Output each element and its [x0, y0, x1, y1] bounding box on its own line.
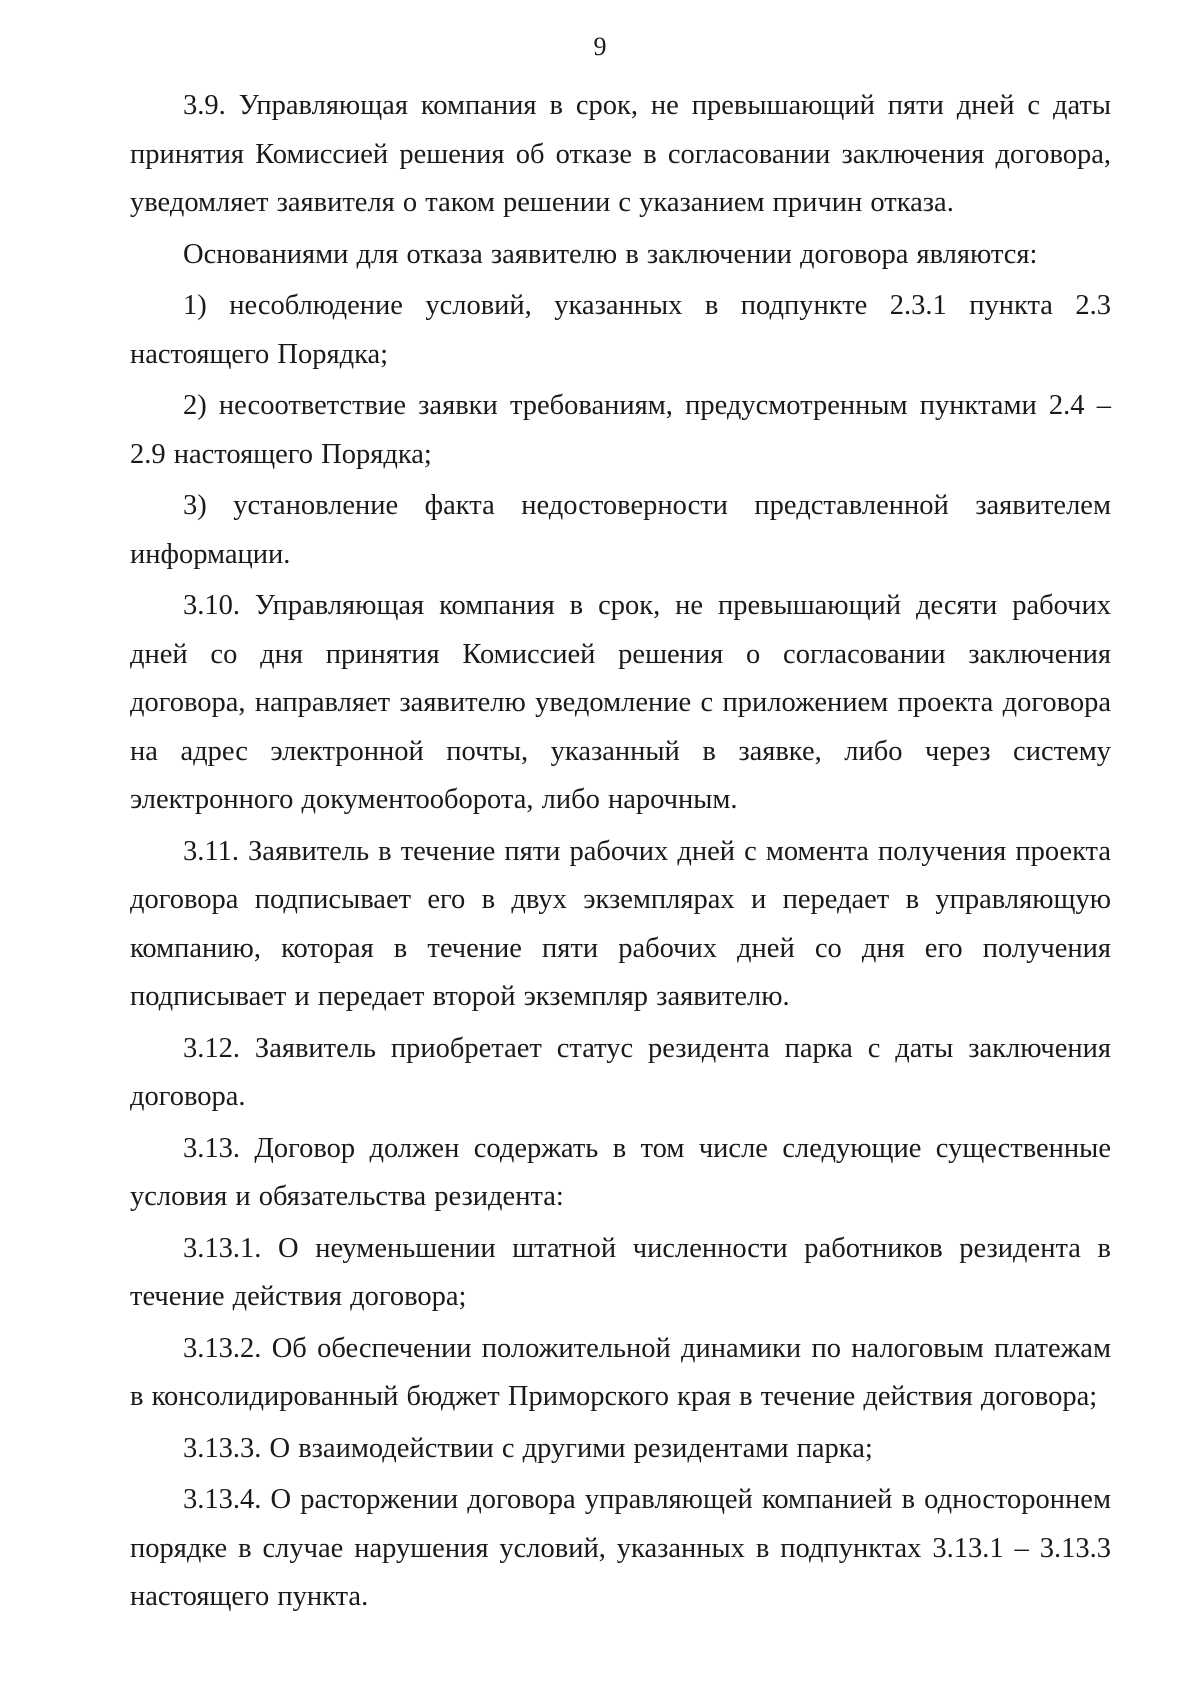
list-item-1: 1) несоблюдение условий, указанных в подпункте 2.3.1 пункта 2.3 настоящего Порядка;: [130, 290, 1111, 370]
paragraph-3-13-2: 3.13.2. Об обеспечении положительной динамики по налоговым платежам в консолидированный бюджет Приморского края в течение действия договора;: [130, 1332, 1111, 1412]
paragraph-3-11: 3.11. Заявитель в течение пяти рабочих дней с момента получения проекта договора подписывает его в двух экземплярах и передает в управляющую компанию, которая в течение пяти рабочих дней со дня его получения подписывает и передает второй экземпляр заявителю.: [130, 835, 1111, 1012]
paragraph-3-13-3: 3.13.3. О взаимодействии с другими резидентами парка;: [183, 1432, 873, 1464]
paragraph-3-13-1: 3.13.1. О неуменьшении штатной численности работников резидента в течение действия договора;: [130, 1232, 1111, 1312]
page-number: 9: [593, 32, 607, 61]
paragraph-3-13: 3.13. Договор должен содержать в том числе следующие существенные условия и обязательства резидента:: [130, 1132, 1111, 1212]
paragraph-3-9: 3.9. Управляющая компания в срок, не превышающий пяти дней с даты принятия Комиссией решения об отказе в согласовании заключения договора, уведомляет заявителя о таком решении с указанием причин отказа.: [130, 90, 1111, 218]
paragraph-refusal-grounds: Основаниями для отказа заявителю в заключении договора являются:: [183, 238, 1038, 270]
paragraph-3-10: 3.10. Управляющая компания в срок, не превышающий десяти рабочих дней со дня принятия Комиссией решения о согласовании заключения договора, направляет заявителю уведомление с приложением проекта договора на адрес электронной почты, указанный в заявке, либо через систему электронного документооборота, либо нарочным.: [130, 590, 1111, 815]
list-item-3: 3) установление факта недостоверности представленной заявителем информации.: [130, 490, 1111, 570]
paragraph-3-12: 3.12. Заявитель приобретает статус резидента парка с даты заключения договора.: [130, 1032, 1111, 1112]
list-item-2: 2) несоответствие заявки требованиям, предусмотренным пунктами 2.4 – 2.9 настоящего Порядка;: [130, 390, 1111, 470]
paragraph-3-13-4: 3.13.4. О расторжении договора управляющей компанией в одностороннем порядке в случае нарушения условий, указанных в подпунктах 3.13.1 – 3.13.3 настоящего пункта.: [130, 1484, 1111, 1612]
document-body: [130, 82, 1111, 1625]
